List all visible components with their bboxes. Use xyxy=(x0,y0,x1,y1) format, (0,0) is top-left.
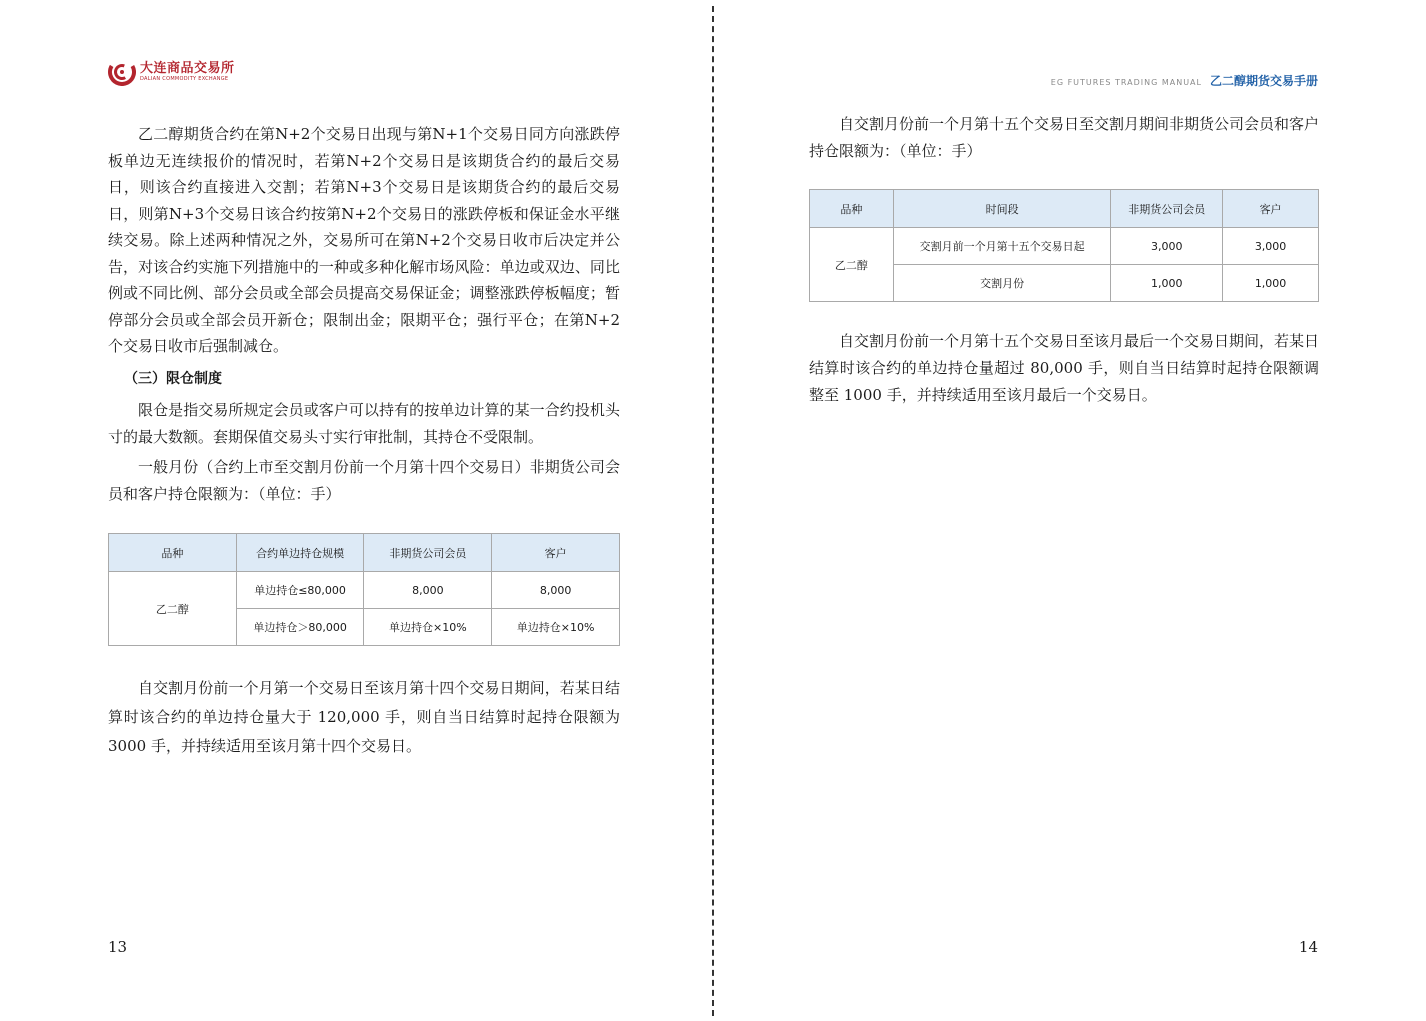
table-cell: 3,000 xyxy=(1223,228,1319,265)
table-cell: 单边持仓×10% xyxy=(364,609,492,646)
table-cell: 单边持仓×10% xyxy=(492,609,620,646)
table-header-cell: 非期货公司会员 xyxy=(364,534,492,572)
table-cell: 3,000 xyxy=(1111,228,1223,265)
left-paragraph-4: 自交割月份前一个月第一个交易日至该月第十四个交易日期间，若某日结算时该合约的单边持仓量大于 120,000 手，则自当日结算时起持仓限额为 3000 手，并持续适用至该月第十四个交易日。 xyxy=(108,679,620,755)
section-heading-position-limit: （三）限仓制度 xyxy=(124,371,222,387)
exchange-logo xyxy=(108,58,235,86)
table-cell: 交割月前一个月第十五个交易日起 xyxy=(893,228,1111,265)
general-month-limit-table xyxy=(108,533,620,646)
table-cell: 单边持仓＞80,000 xyxy=(236,609,364,646)
page-number-right: 14 xyxy=(1298,938,1318,956)
manual-header xyxy=(1051,72,1318,89)
table-header-cell: 非期货公司会员 xyxy=(1111,190,1223,228)
table-cell: 8,000 xyxy=(364,572,492,609)
table-header-cell: 品种 xyxy=(810,190,894,228)
left-page xyxy=(0,0,712,1021)
right-paragraph-2: 自交割月份前一个月第十五个交易日至该月最后一个交易日期间，若某日结算时该合约的单边持仓量超过 80,000 手，则自当日结算时起持仓限额调整至 1000 手，并持续适用至该月最后一个交易日。 xyxy=(809,332,1320,404)
table-header-row xyxy=(810,190,1319,228)
table-header-cell: 品种 xyxy=(109,534,237,572)
left-paragraph-2: 限仓是指交易所规定会员或客户可以持有的按单边计算的某一合约投机头寸的最大数额。套期保值交易头寸实行审批制，其持仓不受限制。 xyxy=(108,401,620,446)
table-cell: 8,000 xyxy=(492,572,620,609)
table-header-cell: 合约单边持仓规模 xyxy=(236,534,364,572)
page-number-left: 13 xyxy=(108,938,128,956)
table-cell: 单边持仓≤80,000 xyxy=(236,572,364,609)
table-cell: 1,000 xyxy=(1223,265,1319,302)
right-paragraph-1: 自交割月份前一个月第十五个交易日至交割月期间非期货公司会员和客户持仓限额为：（单位：手） xyxy=(809,115,1320,160)
logo-english-name: DALIAN COMMODITY EXCHANGE xyxy=(140,76,229,82)
page-divider xyxy=(712,6,714,1016)
table-header-row xyxy=(109,534,620,572)
manual-title-chinese: 乙二醇期货交易手册 xyxy=(1209,74,1318,88)
table-variety-cell: 乙二醇 xyxy=(810,228,894,302)
delivery-month-limit-table xyxy=(809,189,1319,302)
table-cell: 交割月份 xyxy=(893,265,1111,302)
manual-title-english: EG FUTURES TRADING MANUAL xyxy=(1050,78,1202,87)
dce-logo-icon xyxy=(108,58,136,86)
table-cell: 1,000 xyxy=(1111,265,1223,302)
table-header-cell: 时间段 xyxy=(893,190,1111,228)
logo-chinese-name: 大连商品交易所 xyxy=(140,61,235,76)
table-header-cell: 客户 xyxy=(1223,190,1319,228)
table-variety-cell: 乙二醇 xyxy=(109,572,237,646)
table-row xyxy=(810,228,1319,265)
table-row xyxy=(109,572,620,609)
right-page xyxy=(716,0,1426,1021)
left-paragraph-1: 乙二醇期货合约在第N+2个交易日出现与第N+1个交易日同方向涨跌停板单边无连续报价的情况时，若第N+2个交易日是该期货合约的最后交易日，则该合约直接进入交割；若第N+3个交易日是该期货合约的最后交易日，则第N+3个交易日该合约按第N+2个交易日的涨跌停板和保证金水平继续交易。除上述两种情况之外，交易所可在第N+2个交易日收市后决定并公告，对该合约实施下列措施中的一种或多种化解市场风险：单边或双边、同比例或不同比例、部分会员或全部会员提高交易保证金；调整涨跌停板幅度；暂停部分会员或全部会员开新仓；限制出金；限期平仓；强行平仓；在第N+2个交易日收市后强制减仓。 xyxy=(108,125,620,355)
table-header-cell: 客户 xyxy=(492,534,620,572)
left-paragraph-3: 一般月份（合约上市至交割月份前一个月第十四个交易日）非期货公司会员和客户持仓限额为：（单位：手） xyxy=(108,458,620,503)
